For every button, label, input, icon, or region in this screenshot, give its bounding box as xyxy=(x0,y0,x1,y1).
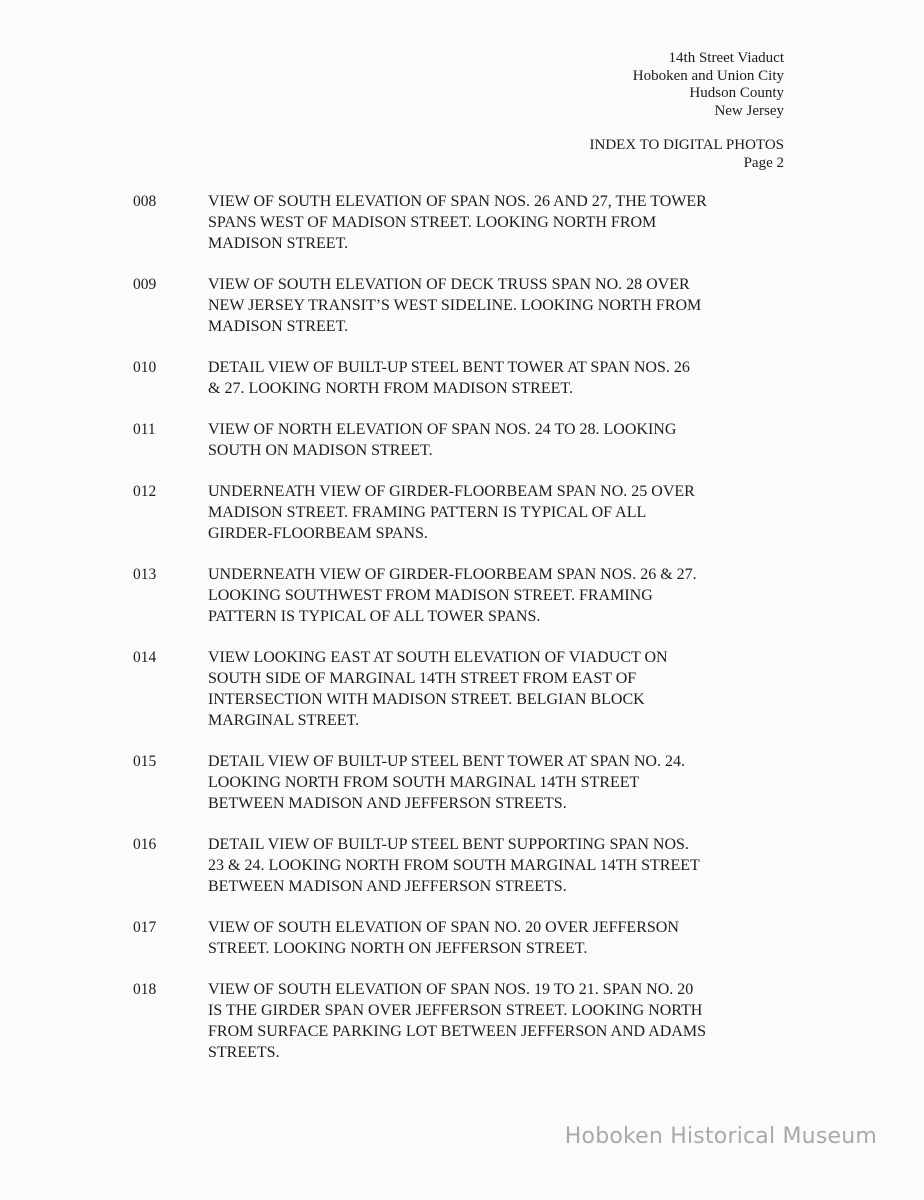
description-line: VIEW OF SOUTH ELEVATION OF SPAN NOS. 19 TO 21. SPAN NO. 20 xyxy=(208,981,694,998)
watermark: Hoboken Historical Museum xyxy=(564,1124,877,1149)
photo-description xyxy=(208,481,793,544)
description-line: 23 & 24. LOOKING NORTH FROM SOUTH MARGINAL 14TH STREET xyxy=(208,857,700,874)
description-line: IS THE GIRDER SPAN OVER JEFFERSON STREET. LOOKING NORTH xyxy=(208,1002,703,1019)
description-line: LOOKING SOUTHWEST FROM MADISON STREET. FRAMING xyxy=(208,587,653,604)
description-line: MARGINAL STREET. xyxy=(208,712,360,729)
photo-entry xyxy=(133,979,793,1063)
photo-entry xyxy=(133,564,793,627)
description-line: DETAIL VIEW OF BUILT-UP STEEL BENT SUPPORTING SPAN NOS. xyxy=(208,836,689,853)
description-line: VIEW OF SOUTH ELEVATION OF SPAN NOS. 26 AND 27, THE TOWER xyxy=(208,193,707,210)
description-line: PATTERN IS TYPICAL OF ALL TOWER SPANS. xyxy=(208,608,541,625)
description-line: DETAIL VIEW OF BUILT-UP STEEL BENT TOWER AT SPAN NOS. 26 xyxy=(208,359,690,376)
photo-entry xyxy=(133,481,793,544)
description-line: LOOKING NORTH FROM SOUTH MARGINAL 14TH STREET xyxy=(208,774,640,791)
header-line-county: Hudson County xyxy=(689,85,784,101)
description-line: MADISON STREET. FRAMING PATTERN IS TYPICAL OF ALL xyxy=(208,504,647,521)
photo-entry xyxy=(133,751,793,814)
description-line: FROM SURFACE PARKING LOT BETWEEN JEFFERSON AND ADAMS xyxy=(208,1023,707,1040)
description-line: BETWEEN MADISON AND JEFFERSON STREETS. xyxy=(208,878,567,895)
photo-number: 018 xyxy=(133,981,157,998)
description-line: & 27. LOOKING NORTH FROM MADISON STREET. xyxy=(208,380,573,397)
description-line: SOUTH ON MADISON STREET. xyxy=(208,442,433,459)
photo-number: 015 xyxy=(133,753,157,770)
page-number: Page 2 xyxy=(743,154,784,171)
photo-entry xyxy=(133,191,793,254)
photo-number: 016 xyxy=(133,836,157,853)
description-line: VIEW OF SOUTH ELEVATION OF DECK TRUSS SPAN NO. 28 OVER xyxy=(208,276,690,293)
description-line: DETAIL VIEW OF BUILT-UP STEEL BENT TOWER AT SPAN NO. 24. xyxy=(208,753,685,770)
description-line: UNDERNEATH VIEW OF GIRDER-FLOORBEAM SPAN NOS. 26 & 27. xyxy=(208,566,697,583)
description-line: UNDERNEATH VIEW OF GIRDER-FLOORBEAM SPAN NO. 25 OVER xyxy=(208,483,695,500)
description-line: BETWEEN MADISON AND JEFFERSON STREETS. xyxy=(208,795,567,812)
description-line: SPANS WEST OF MADISON STREET. LOOKING NORTH FROM xyxy=(208,214,657,231)
photo-description xyxy=(208,917,793,959)
photo-index-list xyxy=(133,191,793,1083)
document-header xyxy=(590,50,785,172)
description-line: STREET. LOOKING NORTH ON JEFFERSON STREET. xyxy=(208,940,588,957)
header-line-project: 14th Street Viaduct xyxy=(668,50,784,66)
photo-description xyxy=(208,419,793,461)
photo-entry xyxy=(133,419,793,461)
photo-entry xyxy=(133,917,793,959)
description-line: MADISON STREET. xyxy=(208,235,349,252)
photo-description xyxy=(208,357,793,399)
description-line: SOUTH SIDE OF MARGINAL 14TH STREET FROM EAST OF xyxy=(208,670,637,687)
photo-number: 009 xyxy=(133,276,157,293)
photo-entry xyxy=(133,357,793,399)
photo-number: 010 xyxy=(133,359,157,376)
photo-number: 017 xyxy=(133,919,157,936)
photo-number: 014 xyxy=(133,649,157,666)
index-title: INDEX TO DIGITAL PHOTOS xyxy=(589,137,784,153)
photo-description xyxy=(208,834,793,897)
photo-description xyxy=(208,647,793,731)
photo-number: 013 xyxy=(133,566,157,583)
header-spacer xyxy=(590,120,785,137)
description-line: VIEW OF NORTH ELEVATION OF SPAN NOS. 24 TO 28. LOOKING xyxy=(208,421,677,438)
photo-number: 008 xyxy=(133,193,157,210)
description-line: MADISON STREET. xyxy=(208,318,349,335)
photo-entry xyxy=(133,647,793,731)
photo-description xyxy=(208,191,793,254)
photo-description xyxy=(208,274,793,337)
header-line-state: New Jersey xyxy=(714,102,784,119)
description-line: VIEW LOOKING EAST AT SOUTH ELEVATION OF VIADUCT ON xyxy=(208,649,668,666)
description-line: VIEW OF SOUTH ELEVATION OF SPAN NO. 20 OVER JEFFERSON xyxy=(208,919,679,936)
photo-number: 012 xyxy=(133,483,157,500)
photo-entry xyxy=(133,834,793,897)
photo-description xyxy=(208,979,793,1063)
photo-entry xyxy=(133,274,793,337)
header-line-cities: Hoboken and Union City xyxy=(632,67,784,84)
description-line: INTERSECTION WITH MADISON STREET. BELGIAN BLOCK xyxy=(208,691,645,708)
description-line: NEW JERSEY TRANSIT’S WEST SIDELINE. LOOKING NORTH FROM xyxy=(208,297,702,314)
photo-description xyxy=(208,751,793,814)
photo-description xyxy=(208,564,793,627)
description-line: STREETS. xyxy=(208,1044,280,1061)
description-line: GIRDER-FLOORBEAM SPANS. xyxy=(208,525,428,542)
photo-number: 011 xyxy=(133,421,156,438)
